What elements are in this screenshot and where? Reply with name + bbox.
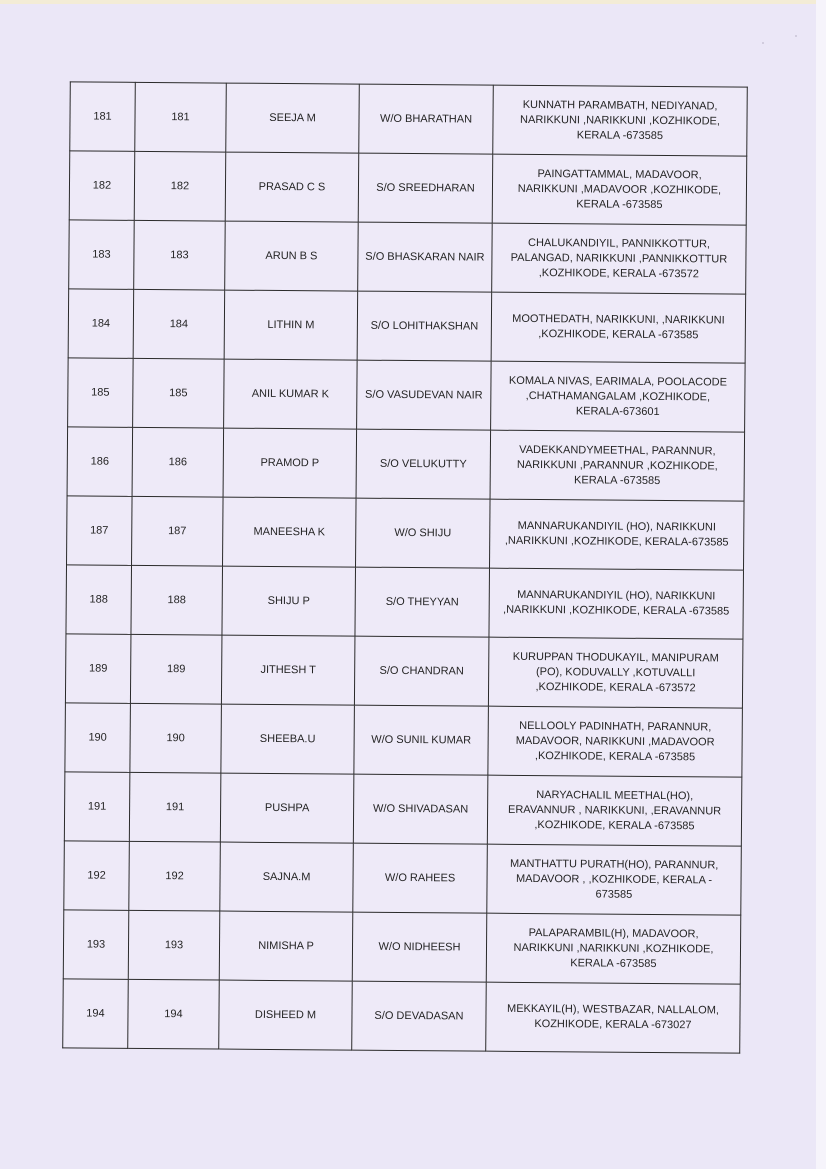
address-line: NARIKKUNI ,MADAVOOR ,KOZHIKODE,	[517, 182, 722, 196]
table-row	[68, 358, 746, 432]
address-cell	[489, 499, 744, 570]
address-cell	[491, 361, 746, 432]
sl-no-cell: 184	[68, 289, 134, 359]
sl-no-cell: 193	[63, 910, 129, 980]
relation-cell: S/O CHANDRAN	[354, 636, 489, 706]
relation-cell: W/O NIDHEESH	[352, 912, 487, 982]
table-row	[68, 289, 746, 363]
scan-speck	[795, 35, 797, 37]
address-line: PAINGATTAMMAL, MADAVOOR,	[537, 167, 702, 181]
sl-no-cell: 190	[65, 703, 131, 773]
table-row	[66, 565, 744, 639]
sl-no-cell: 188	[66, 565, 132, 635]
table-body	[63, 82, 748, 1053]
serial-no-cell: 181	[135, 82, 227, 152]
scan-top-edge	[0, 0, 826, 4]
name-cell: LITHIN M	[224, 290, 358, 360]
table-row	[67, 496, 745, 570]
sl-no-cell: 187	[67, 496, 133, 566]
address-line: ,KOZHIKODE, KERALA -673585	[538, 328, 699, 342]
name-cell: NIMISHA P	[219, 911, 353, 981]
sl-no-cell: 186	[67, 427, 133, 497]
address-line: KERALA-673601	[575, 404, 660, 418]
table-row	[65, 703, 743, 777]
address-line: ,KOZHIKODE, KERALA -673585	[534, 818, 695, 832]
relation-cell: S/O BHASKARAN NAIR	[358, 222, 493, 292]
name-cell: PRAMOD P	[223, 428, 357, 498]
address-cell	[488, 637, 743, 708]
relation-cell: S/O THEYYAN	[355, 567, 490, 637]
address-line: CHALUKANDIYIL, PANNIKKOTTUR,	[528, 236, 711, 250]
sl-no-cell: 194	[63, 979, 129, 1049]
sl-no-cell: 182	[69, 151, 135, 221]
address-line: PALAPARAMBIL(H), MADAVOOR,	[528, 926, 699, 940]
address-line: MANNARUKANDIYIL (HO), NARIKKUNI	[517, 519, 716, 534]
address-line: ,CHATHAMANGALAM ,KOZHIKODE,	[525, 389, 711, 403]
sl-no-cell: 191	[64, 772, 130, 842]
table-row	[64, 772, 742, 846]
table-row	[63, 910, 741, 984]
address-line: KERALA -673585	[576, 128, 664, 142]
address-cell	[490, 430, 745, 501]
table-row	[70, 82, 748, 156]
address-line: KERALA -673585	[570, 956, 657, 970]
serial-no-cell: 194	[128, 979, 220, 1049]
name-cell: DISHEED M	[219, 980, 353, 1050]
address-line: MANNARUKANDIYIL (HO), NARIKKUNI	[517, 588, 716, 603]
address-line: KUNNATH PARAMBATH, NEDIYANAD,	[522, 98, 718, 112]
table-row	[63, 979, 741, 1053]
address-cell	[486, 982, 741, 1053]
serial-no-cell: 193	[128, 910, 220, 980]
address-line: MADAVOOR, NARIKKUNI ,MADAVOOR	[515, 734, 715, 748]
address-cell	[486, 913, 741, 984]
table-row	[67, 427, 745, 501]
serial-no-cell: 187	[132, 496, 224, 566]
address-cell	[492, 223, 747, 294]
name-cell: ARUN B S	[225, 221, 359, 291]
address-line: KERALA -673585	[574, 473, 661, 487]
table-row	[69, 151, 747, 225]
address-line: NARIKKUNI ,PARANNUR ,KOZHIKODE,	[516, 458, 718, 472]
address-line: KOZHIKODE, KERALA -673027	[534, 1018, 692, 1032]
relation-cell: S/O VASUDEVAN NAIR	[357, 360, 492, 430]
serial-no-cell: 183	[134, 220, 226, 290]
serial-no-cell: 190	[130, 703, 222, 773]
address-line: KURUPPAN THODUKAYIL, MANIPURAM	[512, 650, 719, 664]
address-cell	[487, 775, 742, 846]
address-cell	[489, 568, 744, 639]
relation-cell: S/O SREEDHARAN	[358, 153, 493, 223]
serial-no-cell: 192	[129, 841, 221, 911]
name-cell: SHEEBA.U	[221, 704, 355, 774]
name-cell: SEEJA M	[226, 83, 360, 153]
serial-no-cell: 186	[132, 427, 224, 497]
relation-cell: W/O SUNIL KUMAR	[354, 705, 489, 775]
address-cell	[487, 844, 742, 915]
address-cell	[491, 292, 746, 363]
address-line: MADAVOOR , ,KOZHIKODE, KERALA -	[515, 872, 713, 886]
sl-no-cell: 181	[70, 82, 136, 152]
scan-right-edge	[816, 0, 826, 1169]
name-cell: PRASAD C S	[225, 152, 359, 222]
address-cell	[493, 85, 748, 156]
address-line: NARIKKUNI ,NARIKKUNI ,KOZHIKODE,	[513, 941, 714, 955]
relation-cell: W/O SHIJU	[356, 498, 491, 568]
name-cell: SHIJU P	[222, 566, 356, 636]
serial-no-cell: 189	[130, 634, 222, 704]
relation-cell: W/O SHIVADASAN	[353, 774, 488, 844]
name-cell: PUSHPA	[220, 773, 354, 843]
address-line: NARIKKUNI ,NARIKKUNI ,KOZHIKODE,	[520, 113, 721, 127]
serial-no-cell: 188	[131, 565, 223, 635]
name-cell: SAJNA.M	[220, 842, 354, 912]
table-row	[65, 634, 743, 708]
relation-cell: S/O VELUKUTTY	[356, 429, 491, 499]
address-line: MEKKAYIL(H), WESTBAZAR, NALLALOM,	[507, 1002, 720, 1017]
beneficiary-table	[62, 81, 748, 1053]
scan-speck	[762, 42, 764, 44]
address-line: (PO), KODUVALLY ,KOTUVALLI	[535, 665, 696, 679]
sl-no-cell: 185	[68, 358, 134, 428]
table-row	[69, 220, 747, 294]
address-line: MOOTHEDATH, NARIKKUNI, ,NARIKKUNI	[512, 312, 725, 327]
address-line: NELLOOLY PADINHATH, PARANNUR,	[519, 719, 712, 733]
serial-no-cell: 184	[133, 289, 225, 359]
address-line: ERAVANNUR , NARIKKUNI, ,ERAVANNUR	[507, 803, 722, 817]
relation-cell: W/O RAHEES	[353, 843, 488, 913]
sl-no-cell: 183	[69, 220, 135, 290]
sl-no-cell: 189	[65, 634, 131, 704]
name-cell: ANIL KUMAR K	[224, 359, 358, 429]
address-line: 673585	[595, 888, 633, 901]
name-cell: MANEESHA K	[223, 497, 357, 567]
name-cell: JITHESH T	[221, 635, 355, 705]
relation-cell: W/O BHARATHAN	[359, 84, 494, 154]
address-cell	[488, 706, 743, 777]
address-line: ,NARIKKUNI ,KOZHIKODE, KERALA -673585	[503, 603, 730, 618]
address-line: VADEKKANDYMEETHAL, PARANNUR,	[519, 443, 716, 457]
relation-cell: S/O LOHITHAKSHAN	[357, 291, 492, 361]
address-line: ,NARIKKUNI ,KOZHIKODE, KERALA-673585	[504, 534, 729, 549]
address-line: MANTHATTU PURATH(HO), PARANNUR,	[509, 857, 719, 871]
address-line: ,KOZHIKODE, KERALA -673585	[534, 749, 696, 763]
address-line: KERALA -673585	[576, 197, 663, 211]
address-line: KOMALA NIVAS, EARIMALA, POOLACODE	[508, 374, 728, 389]
serial-no-cell: 182	[134, 151, 226, 221]
serial-no-cell: 185	[133, 358, 225, 428]
relation-cell: S/O DEVADASAN	[352, 981, 487, 1051]
address-line: NARYACHALIL MEETHAL(HO),	[536, 788, 694, 802]
table-row	[64, 841, 742, 915]
address-line: ,KOZHIKODE, KERALA -673572	[538, 266, 699, 280]
address-line: PALANGAD, NARIKKUNI ,PANNIKKOTTUR	[510, 251, 728, 266]
serial-no-cell: 191	[129, 772, 221, 842]
address-line: ,KOZHIKODE, KERALA -673572	[535, 680, 696, 694]
sl-no-cell: 192	[64, 841, 130, 911]
address-cell	[492, 154, 747, 225]
